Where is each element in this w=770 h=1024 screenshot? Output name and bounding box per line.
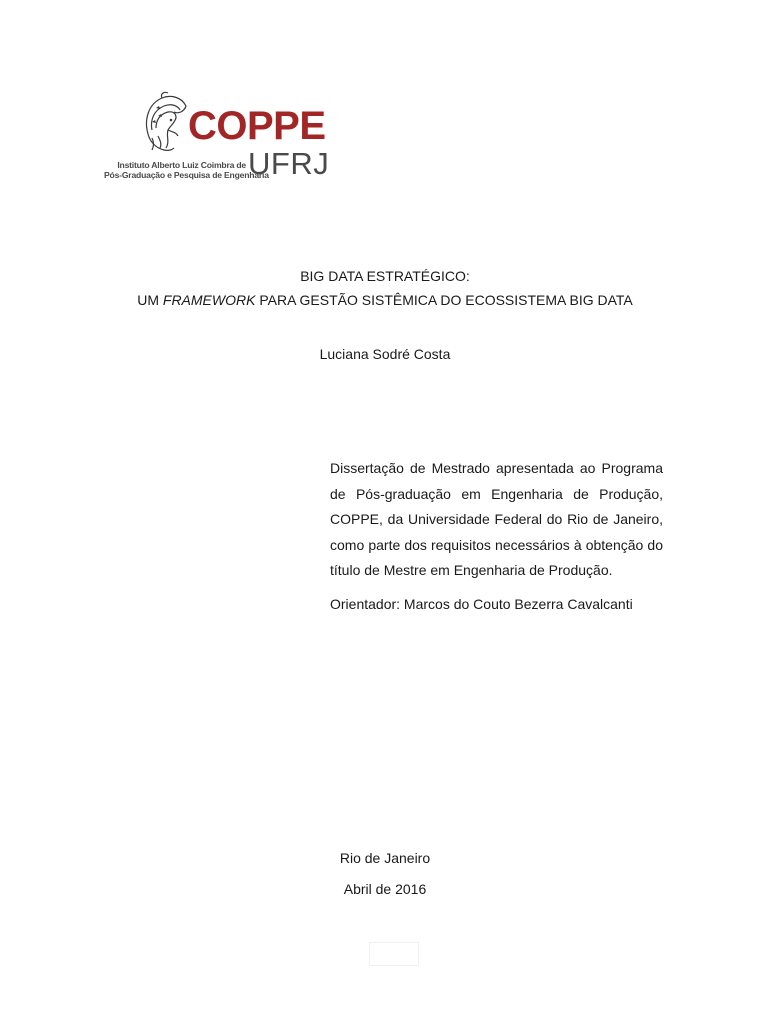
advisor: Orientador: Marcos do Couto Bezerra Cavalcanti	[330, 596, 633, 612]
athena-head-emblem-icon	[138, 90, 192, 154]
institute-name-line2: Pós-Graduação e Pesquisa de Engenharia	[104, 170, 269, 180]
dissertation-statement	[330, 456, 663, 584]
place: Rio de Janeiro	[339, 850, 431, 866]
coppe-ufrj-logo	[104, 88, 330, 188]
title-line2-italic: FRAMEWORK	[162, 292, 256, 308]
date: Abril de 2016	[343, 881, 427, 897]
page-number-box	[369, 942, 419, 966]
title-line2-suffix: PARA GESTÃO SISTÊMICA DO ECOSSISTEMA BIG DATA	[255, 292, 633, 308]
dissertation-line: de Pós-graduação em Engenharia de Produção,	[330, 485, 663, 502]
dissertation-line: como parte dos requisitos necessários à obtenção do	[330, 536, 663, 553]
title-line2-prefix: UM	[137, 292, 163, 308]
coppe-wordmark: COPPE	[188, 104, 326, 148]
dissertation-line: COPPE, da Universidade Federal do Rio de Janeiro,	[330, 511, 663, 527]
title-line1: BIG DATA ESTRATÉGICO:	[300, 268, 470, 284]
dissertation-line: Dissertação de Mestrado apresentada ao Programa	[330, 460, 663, 476]
author-name: Luciana Sodré Costa	[319, 346, 451, 362]
title-line2	[0, 290, 770, 310]
ufrj-wordmark: UFRJ	[248, 146, 330, 181]
dissertation-line: título de Mestre em Engenharia de Produção.	[330, 562, 613, 578]
institute-name-line1: Instituto Alberto Luiz Coimbra de	[117, 160, 246, 170]
